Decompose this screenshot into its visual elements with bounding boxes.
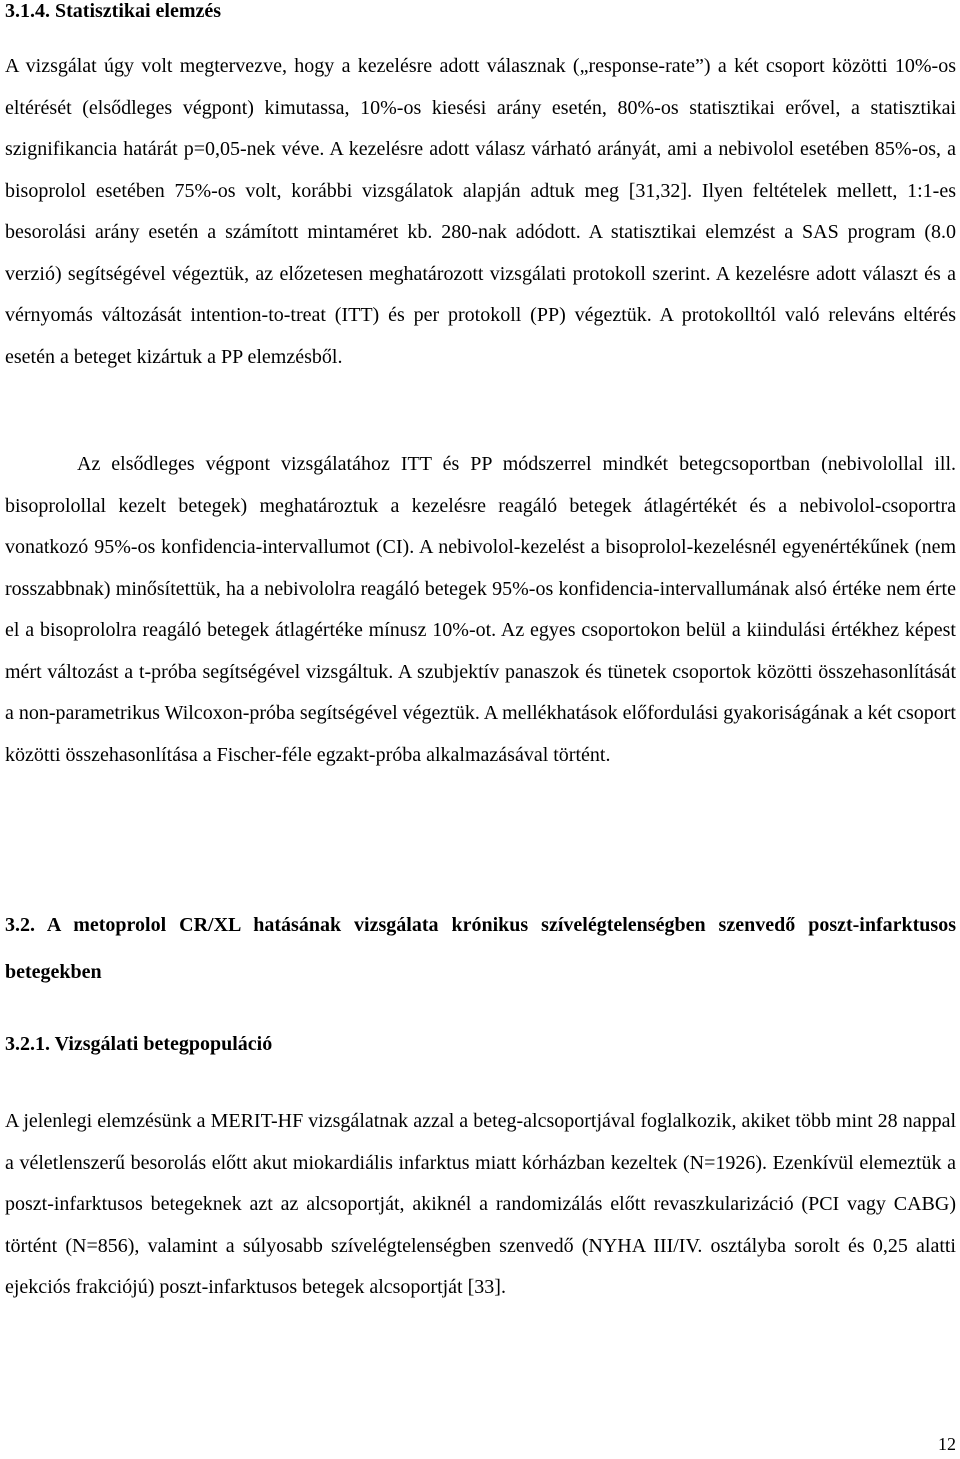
- paragraph-primary-endpoint: Az elsődleges végpont vizsgálatához ITT és PP módszerrel mindkét betegcsoportban (nebivolollal ill. bisoprolollal kezelt betegek) meghatároztuk a kezelésre reagáló betegek átlagértékét és a nebivolol-csoportra vonatkozó 95%-os konfidencia-intervallumot (CI). A nebivolol-kezelést a bisoprolol-kezelésnél egyenértékűnek (nem rosszabbnak) minősítettük, ha a nebivololra reagáló betegek 95%-os konfidencia-intervallumának alsó értéke nem érte el a bisoprololra reagáló betegek átlagértéke mínusz 10%-ot. Az egyes csoportokon belül a kiindulási értékhez képest mért változást a t-próba segítségével vizsgáltuk. A szubjektív panaszok és tünetek csoportok közötti összehasonlítását a non-parametrikus Wilcoxon-próba segítségével végeztük. A mellékhatások előfordulási gyakoriságának a két csoport közötti összehasonlítása a Fischer-féle egzakt-próba alkalmazásával történt.: [5, 453, 956, 766]
- paragraph-statistical-design: A vizsgálat úgy volt megtervezve, hogy a kezelésre adott válasznak („response-rate”) a két csoport közötti 10%-os eltérését (elsődleges végpont) kimutassa, 10%-os kiesési arány esetén, 80%-os statisztikai erővel, a statisztikai szignifikancia határát p=0,05-nek véve. A kezelésre adott válasz várható arányát, ami a nebivolol esetében 85%-os, a bisoprolol esetében 75%-os volt, korábbi vizsgálatok alapján adtuk meg [31,32]. Ilyen feltételek mellett, 1:1-es besorolási arány esetén a számított mintaméret kb. 280-nak adódott. A statisztikai elemzést a SAS program (8.0 verzió) segítségével végeztük, az előzetesen meghatározott vizsgálati protokoll szerint. A kezelésre adott választ és a vérnyomás változását intention-to-treat (ITT) és per protokoll (PP) végeztük. A protokolltól való releváns eltérés esetén a beteget kizártuk a PP elemzésből.: [5, 55, 956, 368]
- page-number: 12: [938, 1434, 956, 1454]
- section-heading-3-2: 3.2. A metoprolol CR/XL hatásának vizsgálata krónikus szívelégtelenségben szenvedő poszt-infarktusos betegekben: [5, 914, 956, 983]
- section-heading-3-1-4: 3.1.4. Statisztikai elemzés: [5, 0, 222, 22]
- section-heading-3-2-1: 3.2.1. Vizsgálati betegpopuláció: [5, 1033, 273, 1055]
- paragraph-patient-population: A jelenlegi elemzésünk a MERIT-HF vizsgálatnak azzal a beteg-alcsoportjával foglalkozik, akiket több mint 28 nappal a véletlenszerű besorolás előtt akut miokardiális infarktus miatt kórházban kezeltek (N=1926). Ezenkívül elemeztük a poszt-infarktusos betegeknek azt az alcsoportját, akiknél a randomizálás előtt revaszkularizáció (PCI vagy CABG) történt (N=856), valamint a súlyosabb szívelégtelenségben szenvedő (NYHA III/IV. osztályba sorolt és 0,25 alatti ejekciós frakciójú) poszt-infarktusos betegek alcsoportját [33].: [5, 1110, 956, 1298]
